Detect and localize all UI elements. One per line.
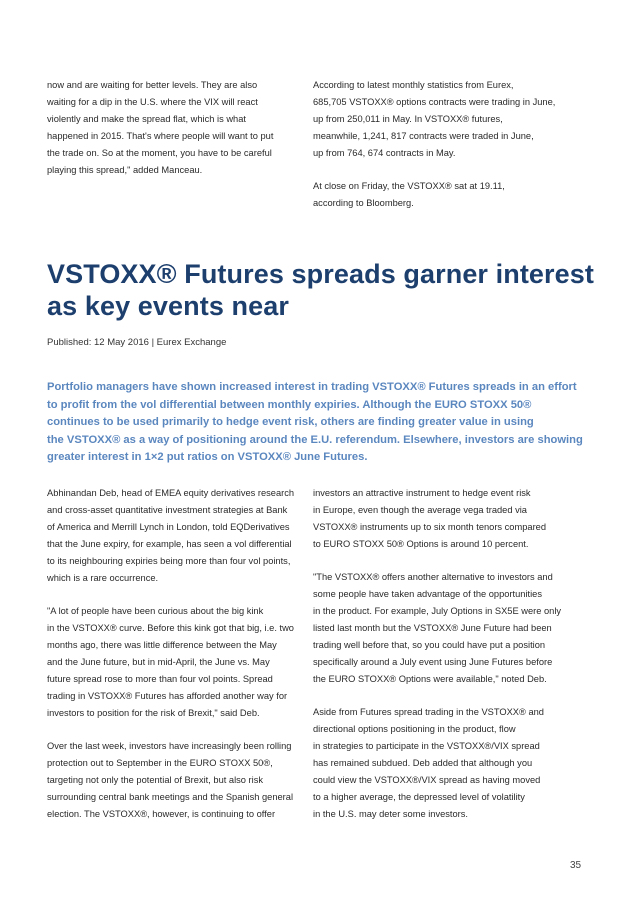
text-line: to its neighbouring expiries being more than four vol points, — [47, 556, 291, 566]
text-line: in the VSTOXX® curve. Before this kink got that big, i.e. two — [47, 623, 294, 633]
article-title — [47, 258, 597, 322]
title-line: as key events near — [47, 291, 289, 321]
paragraph — [313, 569, 583, 688]
text-line: in Europe, even though the average vega traded via — [313, 505, 527, 515]
paragraph — [313, 485, 583, 553]
text-line: in the U.S. may deter some investors. — [313, 809, 469, 819]
lead-line: Portfolio managers have shown increased interest in trading VSTOXX® Futures spreads in an effort — [47, 381, 577, 393]
paragraph — [47, 738, 307, 823]
paragraph — [47, 485, 307, 587]
body-right-column — [313, 485, 583, 823]
text-line: protection out to September in the EURO STOXX 50®, — [47, 758, 273, 768]
text-line: specifically around a July event using June Futures before — [313, 657, 553, 667]
lead-line: the VSTOXX® as a way of positioning around the E.U. referendum. Elsewhere, investors are showing — [47, 433, 583, 446]
text-line: Over the last week, investors have increasingly been rolling — [47, 741, 292, 751]
text-line: up from 764, 674 contracts in May. — [313, 148, 456, 158]
text-line: Aside from Futures spread trading in the VSTOXX® and — [313, 707, 544, 717]
page-number: 35 — [570, 860, 582, 871]
paragraph — [313, 178, 583, 212]
text-line: in the product. For example, July Options in SX5E were only — [313, 606, 562, 616]
text-line: directional options positioning in the product, flow — [313, 724, 516, 734]
text-line: of America and Merrill Lynch in London, told EQDerivatives — [47, 522, 290, 532]
text-line: investors an attractive instrument to hedge event risk — [313, 488, 531, 498]
text-line: At close on Friday, the VSTOXX® sat at 19.11, — [313, 181, 505, 191]
text-line: waiting for a dip in the U.S. where the VIX will react — [47, 97, 258, 107]
text-line: trading well before that, so you could have put a position — [313, 640, 546, 650]
text-line: could view the VSTOXX®/VIX spread as having moved — [313, 775, 541, 785]
text-line: to EURO STOXX 50® Options is around 10 percent. — [313, 539, 529, 549]
text-line: 685,705 VSTOXX® options contracts were trading in June, — [313, 97, 556, 107]
text-line: according to Bloomberg. — [313, 198, 414, 208]
text-line: Abhinandan Deb, head of EMEA equity derivatives research — [47, 488, 295, 498]
published-date: Published: 12 May 2016 | Eurex Exchange — [47, 337, 227, 348]
text-line: targeting not only the potential of Brexit, but also risk — [47, 775, 264, 785]
title-line: VSTOXX® Futures spreads garner interest — [47, 259, 594, 289]
text-line: to a higher average, the depressed level of volatility — [313, 792, 525, 802]
text-line: election. The VSTOXX®, however, is continuing to offer — [47, 809, 276, 819]
text-line: up from 250,011 in May. In VSTOXX® futures, — [313, 114, 503, 124]
paragraph — [313, 704, 583, 823]
text-line: now and are waiting for better levels. They are also — [47, 80, 258, 90]
text-line: which is a rare occurrence. — [47, 573, 159, 583]
text-line: has remained subdued. Deb added that although you — [313, 758, 533, 768]
text-line: According to latest monthly statistics from Eurex, — [313, 80, 514, 90]
text-line: investors to position for the risk of Brexit," said Deb. — [47, 708, 260, 718]
text-line: some people have taken advantage of the opportunities — [313, 589, 542, 599]
text-line: months ago, there was little difference between the May — [47, 640, 277, 650]
lead-line: to profit from the vol differential between monthly expiries. Although the EURO STOXX 50® — [47, 398, 532, 411]
text-line: and cross-asset quantitative investment strategies at Bank — [47, 505, 288, 515]
top-left-column — [47, 77, 305, 179]
text-line: trading in VSTOXX® Futures has afforded another way for — [47, 691, 288, 701]
paragraph — [47, 77, 305, 179]
text-line: in strategies to participate in the VSTOXX®/VIX spread — [313, 741, 540, 751]
text-line: happened in 2015. That's where people will want to put — [47, 131, 274, 141]
text-line: the EURO STOXX® Options were available," noted Deb. — [313, 674, 547, 684]
text-line: listed last month but the VSTOXX® June Future had been — [313, 623, 552, 633]
lead-line: continues to be used primarily to hedge event risk, others are finding greater value in using — [47, 416, 534, 428]
text-line: and the June future, but in mid-April, the June vs. May — [47, 657, 270, 667]
paragraph — [47, 603, 307, 722]
text-line: violently and make the spread flat, which is what — [47, 114, 246, 124]
text-line: VSTOXX® instruments up to six month tenors compared — [313, 522, 547, 532]
lead-line: greater interest in 1×2 put ratios on VSTOXX® June Futures. — [47, 451, 368, 463]
text-line: "A lot of people have been curious about the big kink — [47, 606, 264, 616]
text-line: future spread rose to more than four vol points. Spread — [47, 674, 273, 684]
text-line: the trade on. So at the moment, you have to be careful — [47, 148, 272, 158]
paragraph — [313, 77, 583, 162]
text-line: that the June expiry, for example, has seen a vol differential — [47, 539, 292, 549]
text-line: surrounding central bank meetings and the Spanish general — [47, 792, 294, 802]
body-left-column — [47, 485, 307, 823]
text-line: "The VSTOXX® offers another alternative to investors and — [313, 572, 553, 582]
text-line: playing this spread," added Manceau. — [47, 165, 203, 175]
lead-paragraph — [47, 379, 597, 467]
text-line: meanwhile, 1,241, 817 contracts were traded in June, — [313, 131, 534, 141]
top-right-column — [313, 77, 583, 212]
